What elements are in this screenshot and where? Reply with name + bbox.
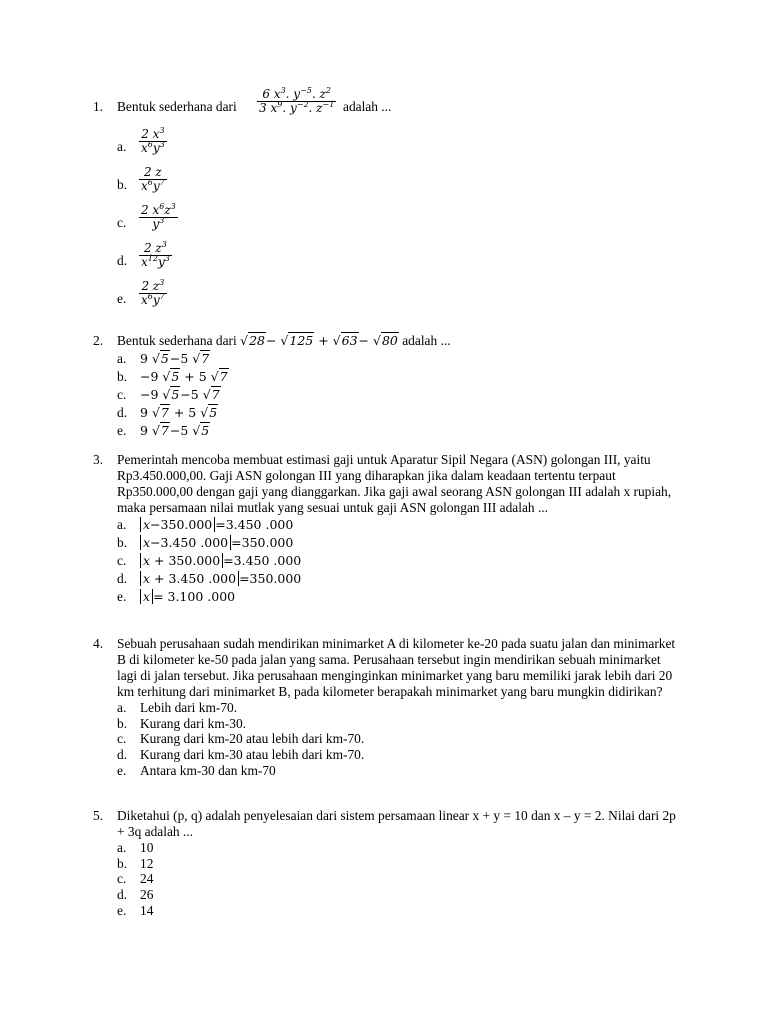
option-e: e. Antara km-30 dan km-70 <box>117 762 276 778</box>
option-b: b. 12 <box>117 855 154 871</box>
question-text: Pemerintah mencoba membuat estimasi gaji untuk Aparatur Sipil Negara (ASN) golongan III, yaitu Rp3.450.000,00. Gaji ASN golongan III yang diharapkan jika dalam keadaan tertentu terpaut Rp350.000,00 dengan gaji yang dianggarkan. Jika gaji awal seorang ASN golongan III adalah x rupiah, maka persamaan nilai mutlak yang sesuai untuk gaji ASN golongan III adalah ... <box>117 452 672 515</box>
option-b: b. −9 √5 + 5 √7 <box>117 369 228 384</box>
option-c: c. 24 <box>117 871 154 887</box>
option-d: d. 9 √7 + 5 √5 <box>117 405 218 420</box>
question-3 <box>93 452 683 606</box>
option-expression: x = 3.100 .000 <box>140 588 235 606</box>
question-number: 2. <box>93 333 104 348</box>
option-d: d. 26 <box>117 887 154 903</box>
question-number: 4. <box>93 636 104 651</box>
question-suffix: adalah ... <box>343 99 392 114</box>
option-a: a. Lebih dari km-70. <box>117 700 238 715</box>
option-c: c. −9 √5−5 √7 <box>117 387 220 402</box>
option-expression: $\frac{2 z}{x^6y^7}$ <box>141 165 165 193</box>
option-b: b. $\frac{2 z}{x^6y^7}$ <box>117 165 165 193</box>
option-expression: $\frac{2 x^6z^3}{y^3}$ <box>141 202 176 231</box>
option-expression: 9 √7 + 5 √5 <box>140 405 218 420</box>
question-expression: √28− √125 + √63− √80 <box>240 333 398 348</box>
question-prefix: Bentuk sederhana dari <box>117 99 237 114</box>
option-text: 10 <box>140 840 154 855</box>
question-1 <box>93 88 683 318</box>
option-expression: x + 350.000 =3.450 .000 <box>140 552 301 570</box>
option-e: e. $\frac{2 z^3}{x^6y^7}$ <box>117 278 165 307</box>
question-text: Diketahui (p, q) adalah penyelesaian dari sistem persamaan linear x + y = 10 dan x – y = 2. Nilai dari 2p + 3q adalah ... <box>117 808 676 839</box>
question-number: 1. <box>93 99 104 114</box>
option-c: c. $\frac{2 x^6z^3}{y^3}$ <box>117 202 176 231</box>
question-5 <box>93 808 683 918</box>
option-expression: $\frac{2 z^3}{x^6y^7}$ <box>141 278 165 307</box>
option-a: a. 10 <box>117 840 154 855</box>
question-suffix: adalah ... <box>402 333 451 348</box>
option-c: c. x + 350.000 =3.450 .000 <box>117 553 302 568</box>
option-a: a. x−350.000 =3.450 .000 <box>117 517 294 532</box>
option-b: b. Kurang dari km-30. <box>117 715 246 731</box>
option-expression: −9 √5 + 5 √7 <box>140 369 228 384</box>
option-d: d. Kurang dari km-30 atau lebih dari km-70. <box>117 747 365 763</box>
option-a: a. $\frac{2 x^3}{x^6y^3}$ <box>117 126 165 155</box>
option-text: Kurang dari km-30. <box>140 715 246 731</box>
option-e: e. 14 <box>117 902 154 918</box>
option-e: e. 9 √7−5 √5 <box>117 423 210 438</box>
option-e: e. x = 3.100 .000 <box>117 589 236 604</box>
option-text: Antara km-30 dan km-70 <box>140 762 276 778</box>
option-expression: 9 √5−5 √7 <box>140 351 210 366</box>
option-expression: 9 √7−5 √5 <box>140 423 210 438</box>
option-d: d. x + 3.450 .000 =350.000 <box>117 571 302 586</box>
option-expression: $\frac{2 x^3}{x^6y^3}$ <box>141 126 165 155</box>
question-4 <box>93 636 683 778</box>
question-number: 5. <box>93 808 104 823</box>
question-text: Sebuah perusahaan sudah mendirikan minimarket A di kilometer ke-20 pada suatu jalan dan minimarket B di kilometer ke-50 pada jalan yang sama. Perusahaan tersebut ingin mendirikan sebuah minimarket lagi di jalan tersebut. Jika perusahaan menginginkan minimarket yang baru memiliki jarak lebih dari 20 km terhitung dari minimarket B, pada kilometer berapakah minimarket yang baru mungkin didirikan? <box>117 636 676 699</box>
option-text: Lebih dari km-70. <box>140 700 238 715</box>
option-expression: x + 3.450 .000 =350.000 <box>140 570 301 588</box>
option-d: d. $\frac{2 z^3}{x^{12}y^3}$ <box>117 240 170 269</box>
option-expression: −9 √5−5 √7 <box>140 387 220 402</box>
option-expression: x−350.000 =3.450 .000 <box>140 516 293 534</box>
option-c: c. Kurang dari km-20 atau lebih dari km-70. <box>117 731 365 747</box>
option-expression: x−3.450 .000 =350.000 <box>140 534 293 552</box>
question-2 <box>93 332 683 440</box>
option-expression: $\frac{2 z^3}{x^{12}y^3}$ <box>141 240 170 269</box>
option-b: b. x−3.450 .000 =350.000 <box>117 535 294 550</box>
question-prefix: Bentuk sederhana dari <box>117 333 237 348</box>
option-a: a. 9 √5−5 √7 <box>117 351 210 366</box>
question-number: 3. <box>93 452 104 467</box>
option-text: Kurang dari km-20 atau lebih dari km-70. <box>140 731 365 747</box>
option-text: 26 <box>140 887 154 903</box>
option-text: Kurang dari km-30 atau lebih dari km-70. <box>140 747 365 763</box>
option-text: 24 <box>140 871 154 887</box>
option-text: 12 <box>140 855 154 871</box>
option-text: 14 <box>140 902 154 918</box>
question-expression: $\frac{6 x^3. y^{-5}. z^2}{3 x^9. y^{-2}. z^{-1}}$ <box>259 86 335 115</box>
